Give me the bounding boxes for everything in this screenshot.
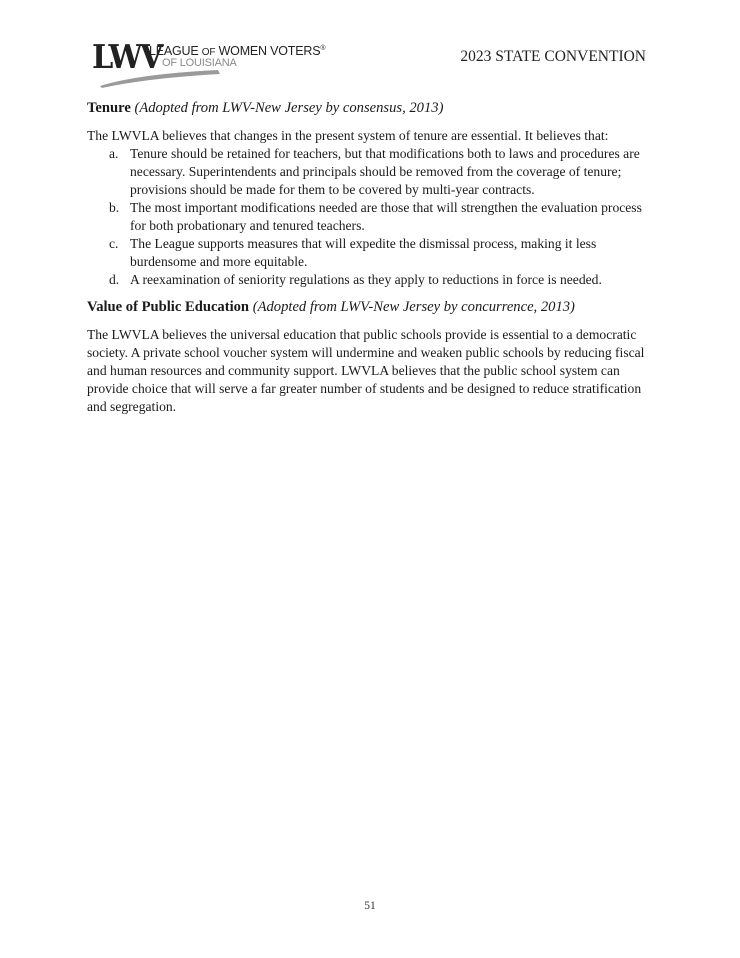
registered-mark: ®	[320, 44, 326, 52]
logo-org-name-part1: LEAGUE	[149, 44, 202, 58]
document-body	[87, 99, 657, 416]
logo-org-name-part2: WOMEN VOTERS	[215, 44, 321, 58]
list-item-text: A reexamination of seniority regulations as they apply to reductions in force is needed.	[130, 272, 602, 287]
section-intro: The LWVLA believes that changes in the present system of tenure are essential. It believes that:	[87, 128, 609, 143]
section-subtitle: (Adopted from LWV-New Jersey by consensus, 2013)	[134, 100, 444, 116]
section-title: Value of Public Education	[87, 299, 250, 315]
lwv-logo	[92, 37, 326, 86]
header-title: 2023 STATE CONVENTION	[460, 48, 646, 65]
section-title: Tenure	[87, 100, 131, 116]
list-item	[87, 199, 657, 235]
list-item-text: The most important modifications needed are those that will strengthen the evaluation process for both probationary and tenured teachers.	[130, 200, 642, 233]
list-item	[87, 145, 657, 199]
list-item	[87, 235, 657, 271]
list-item-text: Tenure should be retained for teachers, but that modifications both to laws and procedures are necessary. Superintendents and principals should be removed from the coverage of tenure; provisions should be made for them to be covered by multi-year contracts.	[130, 146, 640, 197]
list-marker: a.	[109, 146, 119, 161]
page-number: 51	[364, 900, 376, 912]
list-marker: d.	[109, 272, 120, 287]
tenure-list	[87, 145, 657, 289]
logo-org-name	[149, 44, 325, 58]
section-heading-tenure	[87, 99, 657, 118]
logo-state-name: OF LOUISIANA	[162, 57, 237, 69]
list-marker: b.	[109, 200, 120, 215]
section-body: The LWVLA believes the universal education that public schools provide is essential to a democratic society. A private school voucher system will undermine and weaken public schools by reducing fiscal and human resources and community support. LWVLA believes that the public school system can provide choice that will serve a far greater number of students and be designed to reduce stratification and segregation.	[87, 327, 645, 414]
list-marker: c.	[109, 236, 119, 251]
list-item	[87, 271, 657, 289]
section-heading-public-education	[87, 298, 657, 317]
logo-mark: LWV	[92, 37, 161, 76]
list-item-text: The League supports measures that will expedite the dismissal process, making it less burdensome and more equitable.	[130, 236, 597, 269]
section-subtitle: (Adopted from LWV-New Jersey by concurrence, 2013)	[252, 299, 575, 315]
logo-org-name-of: OF	[201, 47, 216, 58]
